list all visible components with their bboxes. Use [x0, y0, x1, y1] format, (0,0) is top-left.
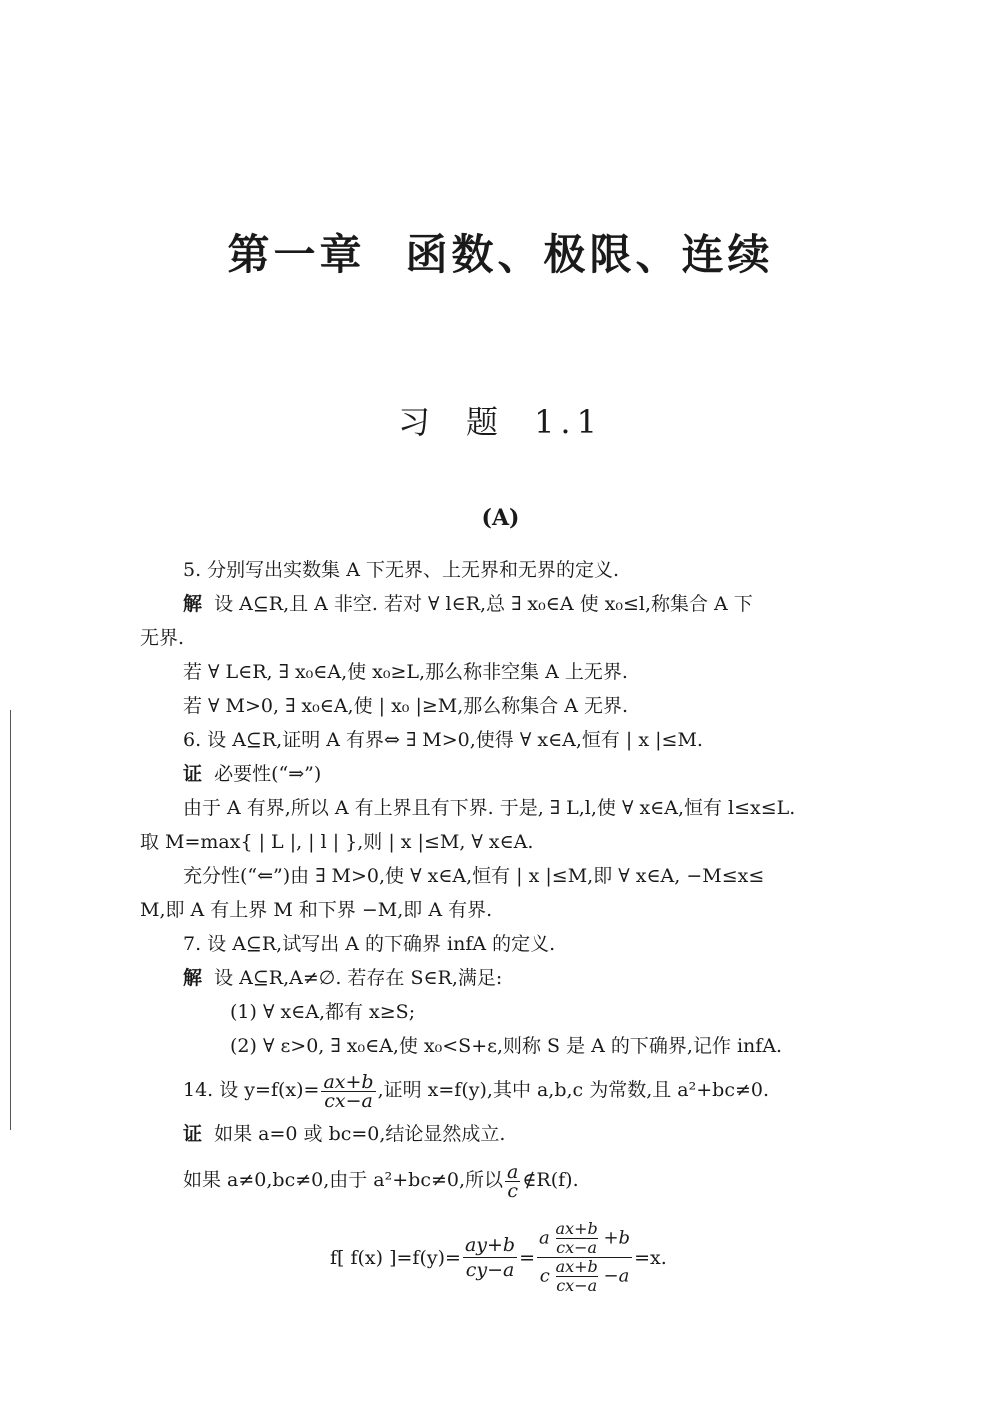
text-line: 若 ∀ L∈R, ∃ x₀∈A,使 x₀≥L,那么称非空集 A 上无界.: [183, 661, 628, 683]
complex-fraction: a $\frac{ax+b}{cx-a}$ +b c $\frac{ax+b}{cx-a}$ −a: [539, 1219, 631, 1295]
proof-label: 证: [183, 1123, 203, 1145]
text-line: 充分性(“⇐”)由 ∃ M>0,使 ∀ x∈A,恒有 | x |≤M,即 ∀ x∈A, −M≤x≤: [183, 865, 765, 887]
text-line: (2) ∀ ε>0, ∃ x₀∈A,使 x₀<S+ε,则称 S 是 A 的下确界,记作 infA.: [230, 1035, 783, 1057]
text-line: 由于 A 有界,所以 A 有上界且有下界. 于是, ∃ L,l,使 ∀ x∈A,恒有 l≤x≤L.: [183, 797, 796, 819]
section-word-1: 习: [398, 403, 437, 441]
text-line: 证 必要性(“⇒”): [183, 763, 322, 785]
chapter-number: 第一章: [227, 230, 366, 279]
text-line: 若 ∀ M>0, ∃ x₀∈A,使 | x₀ |≥M,那么称集合 A 无界.: [183, 695, 629, 717]
text-line: 无界.: [140, 627, 185, 649]
text-line: 取 M=max{ | L |, | l | },则 | x |≤M, ∀ x∈A.: [140, 831, 534, 853]
text-line: 6. 设 A⊆R,证明 A 有界⇔ ∃ M>0,使得 ∀ x∈A,恒有 | x |≤M.: [183, 729, 703, 751]
fraction: $\frac{ax+b}{cx-a}$: [323, 1070, 374, 1112]
solution-label: 解: [183, 967, 203, 989]
solution-label: 解: [183, 593, 203, 615]
section-word-2: 题: [466, 403, 505, 441]
proof-label: 证: [183, 763, 203, 785]
text-line: 解 设 A⊆R,且 A 非空. 若对 ∀ l∈R,总 ∃ x₀∈A 使 x₀≤l,称集合 A 下: [183, 593, 753, 615]
text-line: 14. 设 y=f(x)= $\frac{ax+b}{cx-a}$ ,证明 x=f(y),其中 a,b,c 为常数,且 a²+bc≠0.: [183, 1070, 770, 1112]
text-line: 5. 分别写出实数集 A 下无界、上无界和无界的定义.: [183, 559, 620, 581]
display-formula: f[ f(x) ]=f(y)= $\frac{ay+b}{cy-a}$ = a $\frac{ax+b}{cx-a}$ +b c $\frac{ax+b}{cx-a}$ −a =x.: [330, 1219, 667, 1295]
margin-rule: [10, 710, 11, 1130]
section-title: [0, 397, 1001, 443]
text-line: 证 如果 a=0 或 bc=0,结论显然成立.: [183, 1123, 506, 1145]
text-line: 7. 设 A⊆R,试写出 A 的下确界 infA 的定义.: [183, 933, 556, 955]
section-number: 1.1: [534, 403, 603, 441]
text-line: M,即 A 有上界 M 和下界 −M,即 A 有界.: [140, 899, 493, 921]
fraction: $\frac{a}{c}$: [507, 1160, 519, 1202]
text-line: (1) ∀ x∈A,都有 x≥S;: [230, 1001, 416, 1023]
chapter-title: [0, 222, 1001, 282]
fraction: $\frac{ay+b}{cy-a}$: [464, 1234, 516, 1281]
chapter-name: 函数、极限、连续: [405, 230, 774, 279]
text-line: 解 设 A⊆R,A≠∅. 若存在 S∈R,满足:: [183, 967, 503, 989]
text-line: 如果 a≠0,bc≠0,由于 a²+bc≠0,所以 $\frac{a}{c}$ ∉R(f).: [183, 1160, 579, 1202]
part-title: (A): [481, 505, 520, 531]
